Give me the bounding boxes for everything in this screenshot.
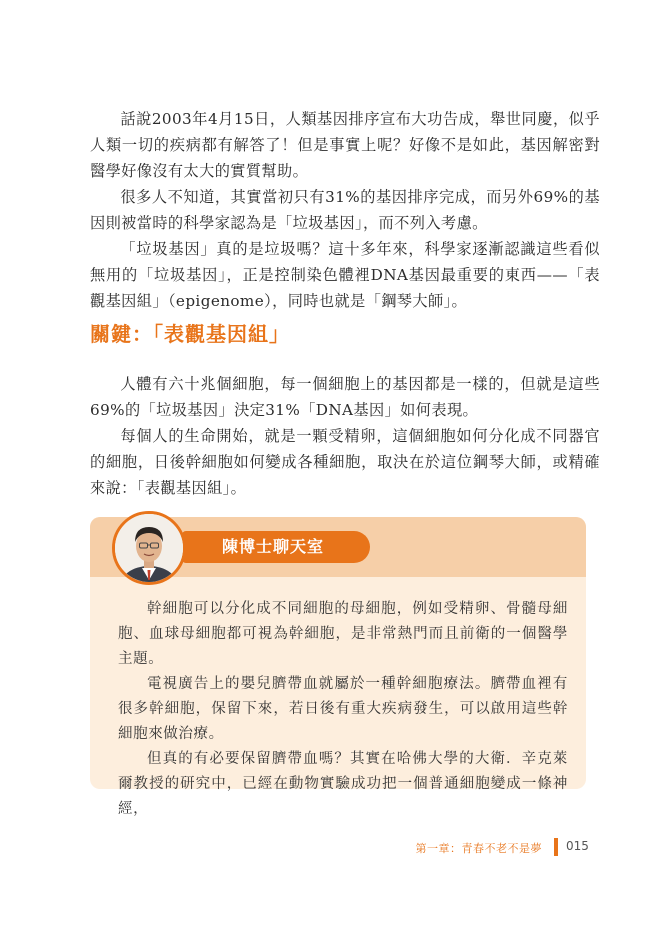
page-number: 015: [566, 839, 589, 853]
paragraph: 幹細胞可以分化成不同細胞的母細胞，例如受精卵、骨髓母細胞、血球母細胞都可視為幹細胞，是非常熱門而且前衛的一個醫學主題。: [118, 601, 568, 667]
paragraph: 人體有六十兆個細胞，每一個細胞上的基因都是一樣的，但就是這些69%的「垃圾基因」決定31%「DNA基因」如何表現。: [90, 375, 600, 419]
doctor-avatar: [112, 511, 186, 585]
page-footer: [400, 838, 600, 858]
chat-room-text: [118, 597, 568, 822]
paragraph: 電視廣告上的嬰兒臍帶血就屬於一種幹細胞療法。臍帶血裡有很多幹細胞，保留下來，若日後有重大疾病發生，可以啟用這些幹細胞來做治療。: [118, 676, 568, 742]
paragraph: 每個人的生命開始，就是一顆受精卵，這個細胞如何分化成不同器官的細胞，日後幹細胞如何變成各種細胞，取決在於這位鋼琴大師，或精確來說：「表觀基因組」。: [90, 427, 600, 497]
paragraph: 很多人不知道，其實當初只有31%的基因排序完成，而另外69%的基因則被當時的科學家認為是「垃圾基因」，而不列入考慮。: [90, 188, 600, 232]
chat-room-label: 陳博士聊天室: [182, 531, 370, 563]
footer-divider: [554, 838, 558, 856]
paragraph: 「垃圾基因」真的是垃圾嗎？這十多年來，科學家逐漸認識這些看似無用的「垃圾基因」，正是控制染色體裡DNA基因最重要的東西——「表觀基因組」（epigenome），同時也就是「鋼琴大師」。: [90, 240, 600, 310]
intro-text: [90, 106, 600, 314]
section-heading: 關鍵：「表觀基因組」: [90, 322, 290, 346]
section-body: [90, 371, 600, 501]
chat-room-box: [90, 517, 586, 817]
paragraph: 但真的有必要保留臍帶血嗎？其實在哈佛大學的大衛．辛克萊爾教授的研究中，已經在動物實驗成功把一個普通細胞變成一條神經，: [118, 751, 568, 817]
chat-room-header: [90, 517, 586, 577]
paragraph: 話說2003年4月15日，人類基因排序宣布大功告成，舉世同慶，似乎人類一切的疾病都有解答了！但是事實上呢？好像不是如此，基因解密對醫學好像沒有太大的實質幫助。: [90, 110, 600, 180]
doctor-portrait-icon: [115, 514, 183, 582]
footer-chapter-title: 第一章：青春不老不是夢: [415, 842, 542, 855]
